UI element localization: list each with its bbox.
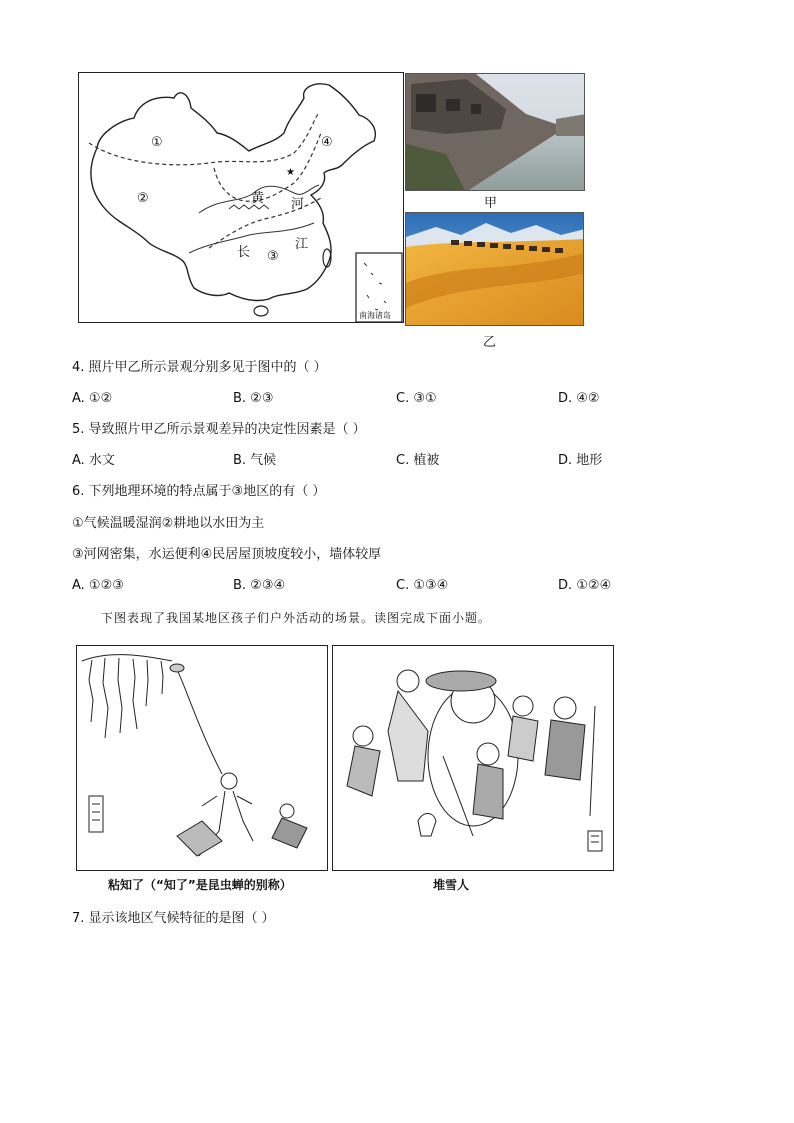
q6-option-b[interactable]: B. ②③④ (233, 578, 286, 593)
cartoon-right-caption: 堆雪人 (433, 878, 470, 892)
yellow-river-label-1: 黄 (251, 191, 265, 206)
q5-option-c[interactable]: C. 植被 (396, 453, 440, 468)
q6-stem: 6. 下列地理环境的特点属于③地区的有（ ） (72, 484, 326, 499)
cartoon-catching-cicada (76, 645, 328, 871)
photo-yi-caption: 乙 (483, 335, 497, 350)
inset-label: 南海诸岛 (359, 311, 391, 320)
q4-option-c[interactable]: C. ③① (396, 391, 437, 406)
cicada-catching-drawing (77, 646, 328, 871)
q4-option-a[interactable]: A. ①② (72, 391, 113, 406)
q6-statement-line-2: ③河网密集，水运便利④民居屋顶坡度较小，墙体较厚 (72, 547, 382, 562)
q4-option-b[interactable]: B. ②③ (233, 391, 274, 406)
q4-option-d[interactable]: D. ④② (558, 391, 600, 406)
cartoon-building-snowman (332, 645, 614, 871)
region-label-1: ① (151, 135, 163, 150)
q6-option-c[interactable]: C. ①③④ (396, 578, 449, 593)
yangtze-label-1: 长 (237, 245, 251, 260)
q7-stem: 7. 显示该地区气候特征的是图（ ） (72, 911, 275, 926)
china-map-outline (79, 73, 404, 323)
desert-camel-image (406, 213, 584, 326)
q6-option-a[interactable]: A. ①②③ (72, 578, 124, 593)
region-label-2: ② (137, 191, 149, 206)
capital-star-icon: ★ (286, 167, 295, 178)
region-label-3: ③ (267, 249, 279, 264)
photo-jia-caption: 甲 (484, 196, 498, 211)
cartoon-left-caption: 粘知了（“知了”是昆虫蝉的别称） (108, 878, 292, 892)
q5-stem: 5. 导致照片甲乙所示景观差异的决定性因素是（ ） (72, 422, 366, 437)
snowman-drawing (333, 646, 614, 871)
q5-option-b[interactable]: B. 气候 (233, 453, 277, 468)
yangtze-label-2: 江 (295, 237, 309, 252)
q6-option-d[interactable]: D. ①②④ (558, 578, 612, 593)
q6-statement-line-1: ①气候温暖湿润②耕地以水田为主 (72, 516, 265, 531)
china-map (78, 72, 404, 323)
photo-yi (405, 212, 584, 326)
photo-jia (405, 73, 585, 191)
q5-option-a[interactable]: A. 水文 (72, 453, 115, 468)
yellow-river-label-2: 河 (291, 197, 305, 212)
water-town-image (406, 74, 585, 191)
section-intro: 下图表现了我国某地区孩子们户外活动的场景。读图完成下面小题。 (101, 611, 492, 625)
q5-option-d[interactable]: D. 地形 (558, 453, 603, 468)
q4-stem: 4. 照片甲乙所示景观分别多见于图中的（ ） (72, 360, 327, 375)
region-label-4: ④ (321, 135, 333, 150)
